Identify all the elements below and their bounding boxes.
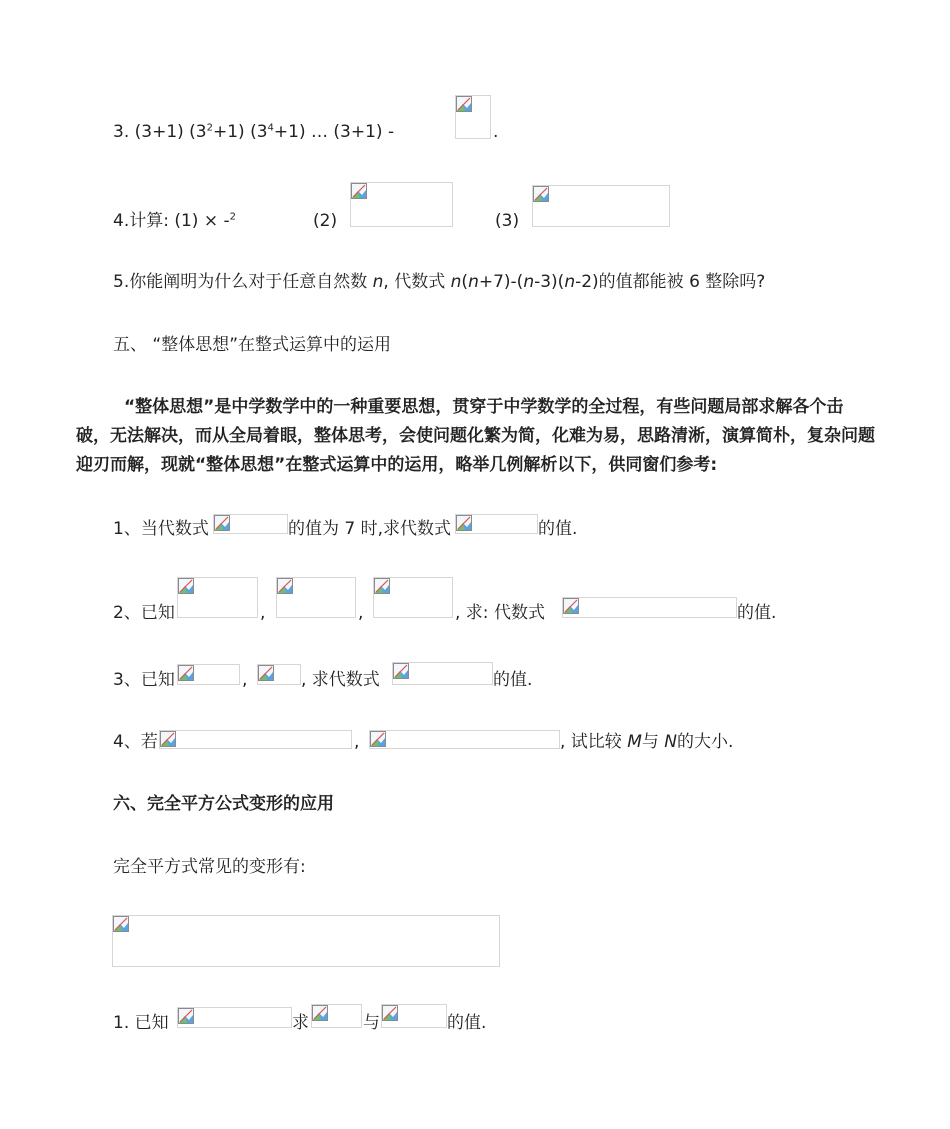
example-1-start: 1、当代数式 [113, 519, 209, 539]
formula-image [532, 185, 670, 227]
example-3-mid: , 求代数式 [301, 670, 380, 690]
broken-image-icon [382, 1005, 398, 1021]
formula-image [373, 577, 453, 618]
section-6-intro: 完全平方式常见的变形有: [113, 857, 306, 877]
example-3-end: 的值. [493, 670, 533, 690]
section-6-example-1-mid-2: 与 [363, 1013, 380, 1033]
section-5-heading: 五、 “整体思想”在整式运算中的运用 [113, 335, 392, 355]
broken-image-icon [563, 598, 579, 614]
broken-image-icon [312, 1005, 328, 1021]
broken-image-icon [214, 515, 230, 531]
section-6-heading: 六、完全平方公式变形的应用 [113, 794, 334, 814]
example-2-start: 2、已知 [113, 603, 175, 623]
example-3-start: 3、已知 [113, 670, 175, 690]
separator: , [260, 603, 266, 623]
example-4-end: , 试比较 M与 N的大小. [560, 732, 734, 752]
formula-image [311, 1004, 362, 1028]
example-1-end: 的值. [538, 519, 578, 539]
broken-image-icon [178, 578, 194, 594]
formula-image [381, 1004, 447, 1028]
broken-image-icon [178, 665, 194, 681]
section-6-example-1-end: 的值. [447, 1013, 487, 1033]
example-4-start: 4、若 [113, 732, 158, 752]
formula-image [177, 664, 240, 685]
formula-image [455, 95, 491, 139]
separator: , [354, 732, 360, 752]
broken-image-icon [374, 578, 390, 594]
item-5: 5.你能阐明为什么对于任意自然数 n, 代数式 n(n+7)-(n-3)(n-2)的值都能被 6 整除吗? [113, 272, 766, 292]
formula-image [159, 730, 352, 749]
formula-image [213, 514, 288, 534]
section-6-example-1-mid: 求 [292, 1013, 309, 1033]
formula-image [455, 514, 538, 534]
section-5-paragraph: “整体思想”是中学数学中的一种重要思想，贯穿于中学数学的全过程，有些问题局部求解各个击破，无法解决，而从全局着眼，整体思考，会使问题化繁为简，化难为易，思路清淅，演算简朴，复杂问题迎刃而解，现就“整体思想”在整式运算中的运用，略举几例解析以下，供同窗们参考: [76, 397, 875, 475]
item-4-part-2: (2) [313, 211, 338, 231]
broken-image-icon [178, 1008, 194, 1024]
formula-image [177, 577, 258, 618]
formula-image [562, 597, 737, 618]
formula-image [392, 662, 493, 685]
example-2-mid: , 求: 代数式 [455, 603, 545, 623]
broken-image-icon [456, 96, 472, 112]
broken-image-icon [113, 916, 129, 932]
formula-image [369, 730, 560, 749]
separator: , [242, 670, 248, 690]
formula-image [257, 664, 301, 685]
broken-image-icon [393, 663, 409, 679]
broken-image-icon [160, 731, 176, 747]
broken-image-icon [456, 515, 472, 531]
broken-image-icon [258, 665, 274, 681]
formula-image [177, 1007, 292, 1028]
item-4: 4.计算: (1) × -$^2$ [113, 211, 236, 231]
broken-image-icon [351, 183, 367, 199]
formula-image [276, 577, 356, 618]
item-3: 3. (3+1) $(3^2+1)$ $(3^4+1)$ … (3+1) - [113, 122, 395, 142]
item-3-end: . [493, 122, 499, 142]
example-2-end: 的值. [737, 603, 777, 623]
broken-image-icon [370, 731, 386, 747]
formula-image [112, 915, 500, 967]
formula-image [350, 182, 453, 227]
example-1-mid: 的值为 7 时,求代数式 [288, 519, 452, 539]
broken-image-icon [533, 186, 549, 202]
item-4-part-3: (3) [495, 211, 520, 231]
broken-image-icon [277, 578, 293, 594]
section-6-example-1-start: 1. 已知 [113, 1013, 169, 1033]
separator: , [358, 603, 364, 623]
